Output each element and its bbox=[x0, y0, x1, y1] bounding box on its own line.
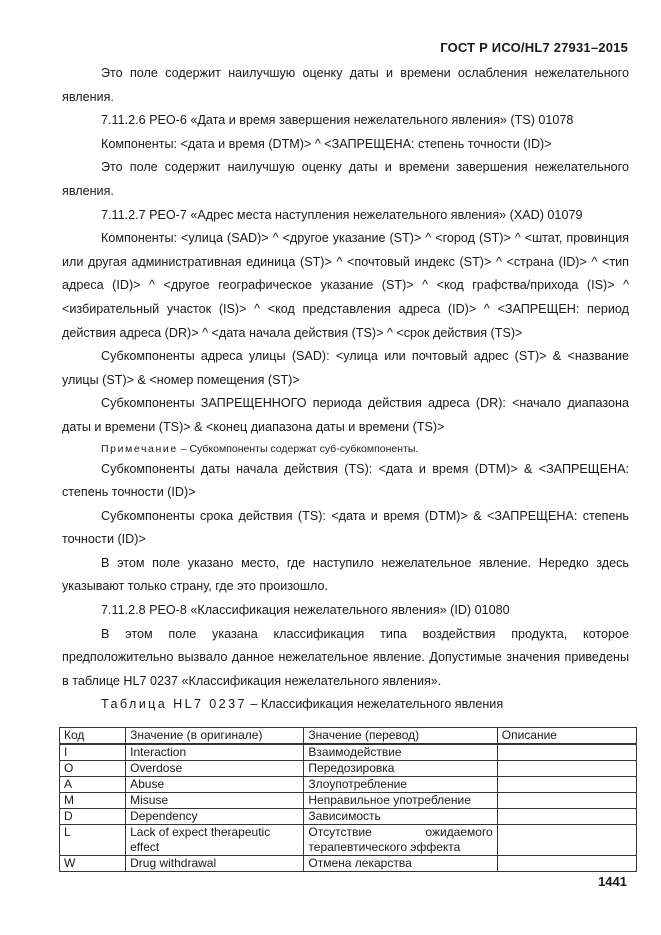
paragraph: Компоненты: <дата и время (DTM)> ^ <ЗАПРЕЩЕНА: степень точности (ID)> bbox=[101, 136, 552, 151]
paragraph: Это поле содержит наилучшую оценку даты и времени ослабления нежелательного явления. bbox=[62, 66, 629, 104]
table-row bbox=[60, 809, 637, 825]
paragraph: Субкомпоненты адреса улицы (SAD): <улица или почтовый адрес (ST)> & <название улицы (ST)> & <номер помещения (ST)> bbox=[62, 349, 629, 387]
paragraph: Субкомпоненты даты начала действия (TS): <дата и время (DTM)> & <ЗАПРЕЩЕНА: степень точности (ID)> bbox=[62, 461, 629, 500]
cell-code: L bbox=[60, 825, 126, 856]
cell-code: I bbox=[60, 744, 126, 761]
paragraph: Субкомпоненты ЗАПРЕЩЕННОГО периода действия адреса (DR): <начало диапазона даты и времени (TS)> & <конец диапазона даты и времени (TS)> bbox=[62, 396, 629, 434]
table-caption-text: – Классификация нежелательного явления bbox=[246, 697, 504, 712]
cell-translation: Отсутствие ожидаемого терапевтического эффекта bbox=[304, 825, 497, 856]
header-cell-code: Код bbox=[60, 728, 126, 745]
table-row bbox=[60, 761, 637, 777]
document-body bbox=[62, 62, 629, 717]
table-row bbox=[60, 793, 637, 809]
cell-original: Abuse bbox=[126, 777, 304, 793]
paragraph: В этом поле указана классификация типа воздействия продукта, которое предположительно вызвало данное нежелательное явление. Допустимые значения приведены в таблице HL7 0237 «Классификация нежелательного явления». bbox=[62, 626, 629, 688]
table-row bbox=[60, 744, 637, 761]
cell-translation: Взаимодействие bbox=[304, 744, 497, 761]
table-row bbox=[60, 777, 637, 793]
cell-code: W bbox=[60, 856, 126, 872]
classification-table bbox=[59, 727, 637, 872]
table-header-row bbox=[60, 728, 637, 745]
header-cell-description: Описание bbox=[497, 728, 636, 745]
table-caption-label: Таблица HL7 0237 bbox=[101, 697, 247, 712]
cell-original: Overdose bbox=[126, 761, 304, 777]
cell-translation: Злоупотребление bbox=[304, 777, 497, 793]
cell-code: O bbox=[60, 761, 126, 777]
header-cell-original: Значение (в оригинале) bbox=[126, 728, 304, 745]
table-row bbox=[60, 856, 637, 872]
page-number: 1441 bbox=[598, 874, 627, 889]
cell-translation: Неправильное употребление bbox=[304, 793, 497, 809]
paragraph: Компоненты: <улица (SAD)> ^ <другое указание (ST)> ^ <город (ST)> ^ <штат, провинция или другая административная единица (ST)> ^ <почтовый индекс (ST)> ^ <страна (ID)> ^ <тип адреса (ID)> ^ <другое географическое указание (ST)> ^ <код графства/прихода (IS)> ^ <избирательный участок (IS)> ^ <код представления адреса (ID)> ^ <ЗАПРЕЩЕН: период действия адреса (DR)> ^ <дата начала действия (TS)> ^ <срок действия (TS)> bbox=[62, 231, 629, 340]
section-heading-peo7: 7.11.2.7 PEO-7 «Адрес места наступления нежелательного явления» (XAD) 01079 bbox=[101, 207, 583, 222]
table-row bbox=[60, 825, 637, 856]
cell-original: Interaction bbox=[126, 744, 304, 761]
cell-description bbox=[497, 744, 636, 761]
table-caption bbox=[62, 693, 629, 717]
paragraph: Субкомпоненты срока действия (TS): <дата и время (DTM)> & <ЗАПРЕЩЕНА: степень точности (ID)> bbox=[62, 508, 629, 547]
cell-translation: Зависимость bbox=[304, 809, 497, 825]
cell-description bbox=[497, 793, 636, 809]
cell-description bbox=[497, 809, 636, 825]
paragraph: В этом поле указано место, где наступило нежелательное явление. Нередко здесь указывают только страну, где это произошло. bbox=[62, 555, 629, 594]
document-header: ГОСТ Р ИСО/HL7 27931–2015 bbox=[440, 40, 628, 55]
cell-original: Dependency bbox=[126, 809, 304, 825]
cell-description bbox=[497, 777, 636, 793]
cell-description bbox=[497, 856, 636, 872]
cell-translation: Передозировка bbox=[304, 761, 497, 777]
section-heading-peo8: 7.11.2.8 PEO-8 «Классификация нежелательного явления» (ID) 01080 bbox=[101, 603, 510, 618]
section-heading-peo6: 7.11.2.6 PEO-6 «Дата и время завершения нежелательного явления» (TS) 01078 bbox=[101, 113, 574, 128]
note-label: Примечание bbox=[101, 442, 178, 455]
cell-code: D bbox=[60, 809, 126, 825]
cell-code: A bbox=[60, 777, 126, 793]
cell-original: Drug withdrawal bbox=[126, 856, 304, 872]
cell-description bbox=[497, 825, 636, 856]
cell-code: M bbox=[60, 793, 126, 809]
note-text: – Субкомпоненты содержат суб-субкомпоненты. bbox=[177, 442, 419, 455]
paragraph: Это поле содержит наилучшую оценку даты и времени завершения нежелательного явления. bbox=[62, 160, 629, 198]
cell-original: Lack of expect therapeutic effect bbox=[126, 825, 304, 856]
cell-translation: Отмена лекарства bbox=[304, 856, 497, 872]
cell-description bbox=[497, 761, 636, 777]
cell-original: Misuse bbox=[126, 793, 304, 809]
note bbox=[62, 440, 629, 458]
header-cell-translation: Значение (перевод) bbox=[304, 728, 497, 745]
